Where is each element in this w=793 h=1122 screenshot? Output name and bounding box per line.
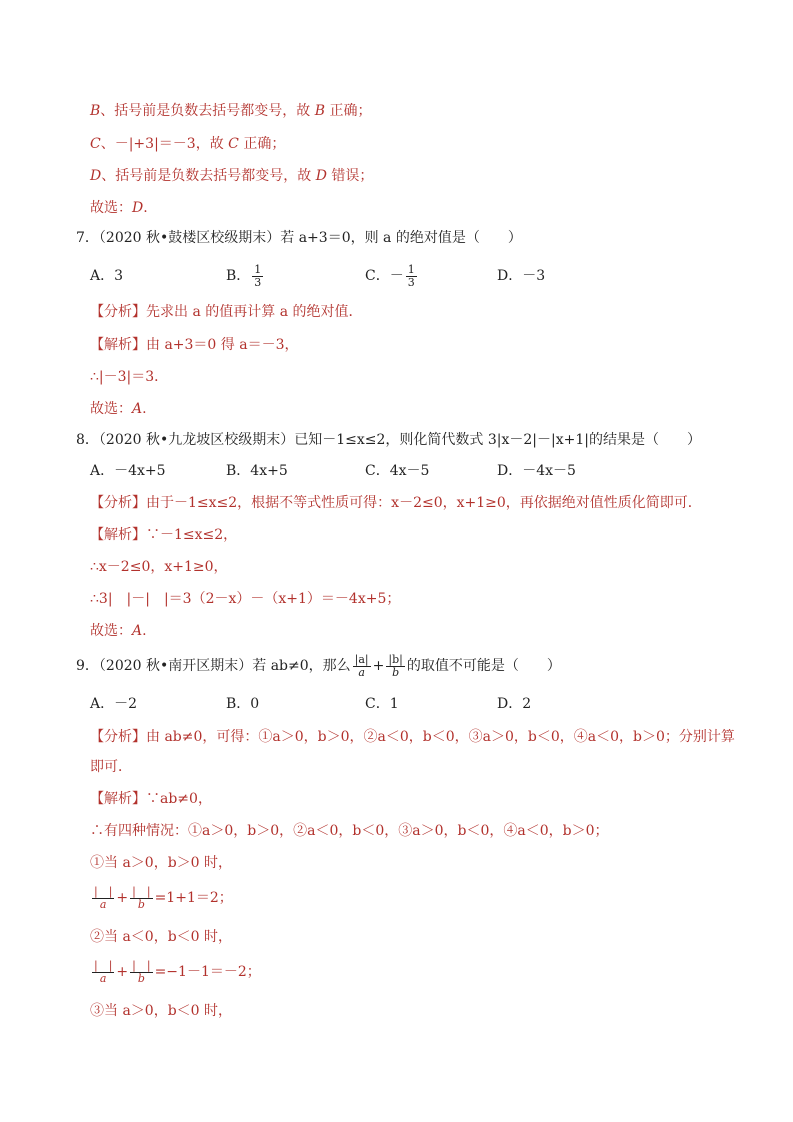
q7-option-c: C．－ $\frac{1}{3}$ — [365, 262, 415, 289]
q8-solution: 【解析】∵－1≤x≤2， — [90, 527, 238, 543]
q9-fraction-a: $\frac{|a|}{a}$ — [354, 652, 369, 679]
q9-analysis-cont: 即可． — [90, 759, 132, 775]
q8-option-d: D．－4x－5 — [497, 463, 576, 479]
q7-solution: 【解析】由 a+3＝0 得 a＝－3， — [90, 337, 299, 353]
q9-cases: ∴有四种情况：①a＞0，b＞0，②a＜0，b＜0，③a＞0，b＜0，④a＜0，b＞0； — [90, 823, 609, 839]
q7-option-d: D．－3 — [497, 268, 546, 284]
q9-calc1-fraction-b: $\frac{| |}{b}$ — [132, 884, 151, 911]
prev-line-c: C、－|+3|＝－3，故 C 正确； — [90, 136, 286, 152]
q8-step-1: ∴x－2≤0，x+1≥0， — [90, 559, 228, 575]
q8-option-c: C．4x－5 — [365, 463, 430, 479]
q9-option-d: D．2 — [497, 696, 532, 712]
q9-analysis: 【分析】由 ab≠0，可得：①a＞0，b＞0，②a＜0，b＜0，③a＞0，b＜0，④a＜0，b＞0；分别计算 — [90, 729, 735, 745]
q8-step-2: ∴3| |－| |＝3（2－x）－（x+1）＝－4x+5； — [90, 591, 401, 607]
q9-calc2-fraction-b: $\frac{| |}{b}$ — [132, 958, 151, 985]
q7-option-b: B． $\frac{1}{3}$ — [226, 262, 262, 289]
q9-option-b: B．0 — [226, 696, 260, 712]
q7-option-a: A．3 — [90, 268, 124, 284]
q9-calc2-fraction-a: $\frac{| |}{a}$ — [94, 958, 113, 985]
q9-calc-2: $\frac{| |}{a}$ + $\frac{| |}{b}$ =−1－1＝－2； — [94, 958, 261, 985]
q9-solution: 【解析】∵ab≠0， — [90, 791, 212, 807]
q9-calc1-fraction-a: $\frac{| |}{a}$ — [94, 884, 113, 911]
q9-fraction-b: $\frac{|b|}{b}$ — [388, 652, 403, 679]
q7-option-b-fraction: $\frac{1}{3}$ — [254, 262, 262, 289]
q9-stem: 9．（2020 秋•南开区期末）若 ab≠0，那么 $\frac{|a|}{a}$ + $\frac{|b|}{b}$ 的取值不可能是（ ） — [76, 652, 561, 679]
prev-line-d: D、括号前是负数去括号都变号，故 D 错误； — [90, 168, 374, 184]
q9-case-2: ②当 a＜0，b＜0 时， — [90, 929, 233, 945]
prev-answer: 故选：D. — [90, 200, 148, 216]
q9-case-1: ①当 a＞0，b＞0 时， — [90, 855, 233, 871]
q7-step: ∴|－3|＝3． — [90, 369, 169, 385]
q8-analysis: 【分析】由于－1≤x≤2，根据不等式性质可得：x－2≤0，x+1≥0，再依据绝对值性质化简即可． — [90, 495, 702, 511]
q9-option-c: C．1 — [365, 696, 399, 712]
q8-option-a: A．－4x+5 — [90, 463, 166, 479]
q8-stem: 8．（2020 秋•九龙坡区校级期末）已知－1≤x≤2，则化简代数式 3|x－2|－|x+1|的结果是（ ） — [76, 432, 701, 448]
q7-answer: 故选：A. — [90, 401, 147, 417]
q8-answer: 故选：A. — [90, 623, 147, 639]
q9-case-3: ③当 a＞0，b＜0 时， — [90, 1003, 233, 1019]
q9-calc-1: $\frac{| |}{a}$ + $\frac{| |}{b}$ =1+1＝2； — [94, 884, 233, 911]
q9-option-a: A．－2 — [90, 696, 138, 712]
q7-stem: 7．（2020 秋•鼓楼区校级期末）若 a+3＝0，则 a 的绝对值是（ ） — [76, 230, 522, 246]
q7-option-c-fraction: $\frac{1}{3}$ — [407, 262, 415, 289]
q8-option-b: B．4x+5 — [226, 463, 288, 479]
prev-line-b: B、括号前是负数去括号都变号，故 B 正确； — [90, 103, 372, 119]
q7-analysis: 【分析】先求出 a 的值再计算 a 的绝对值． — [90, 304, 363, 320]
